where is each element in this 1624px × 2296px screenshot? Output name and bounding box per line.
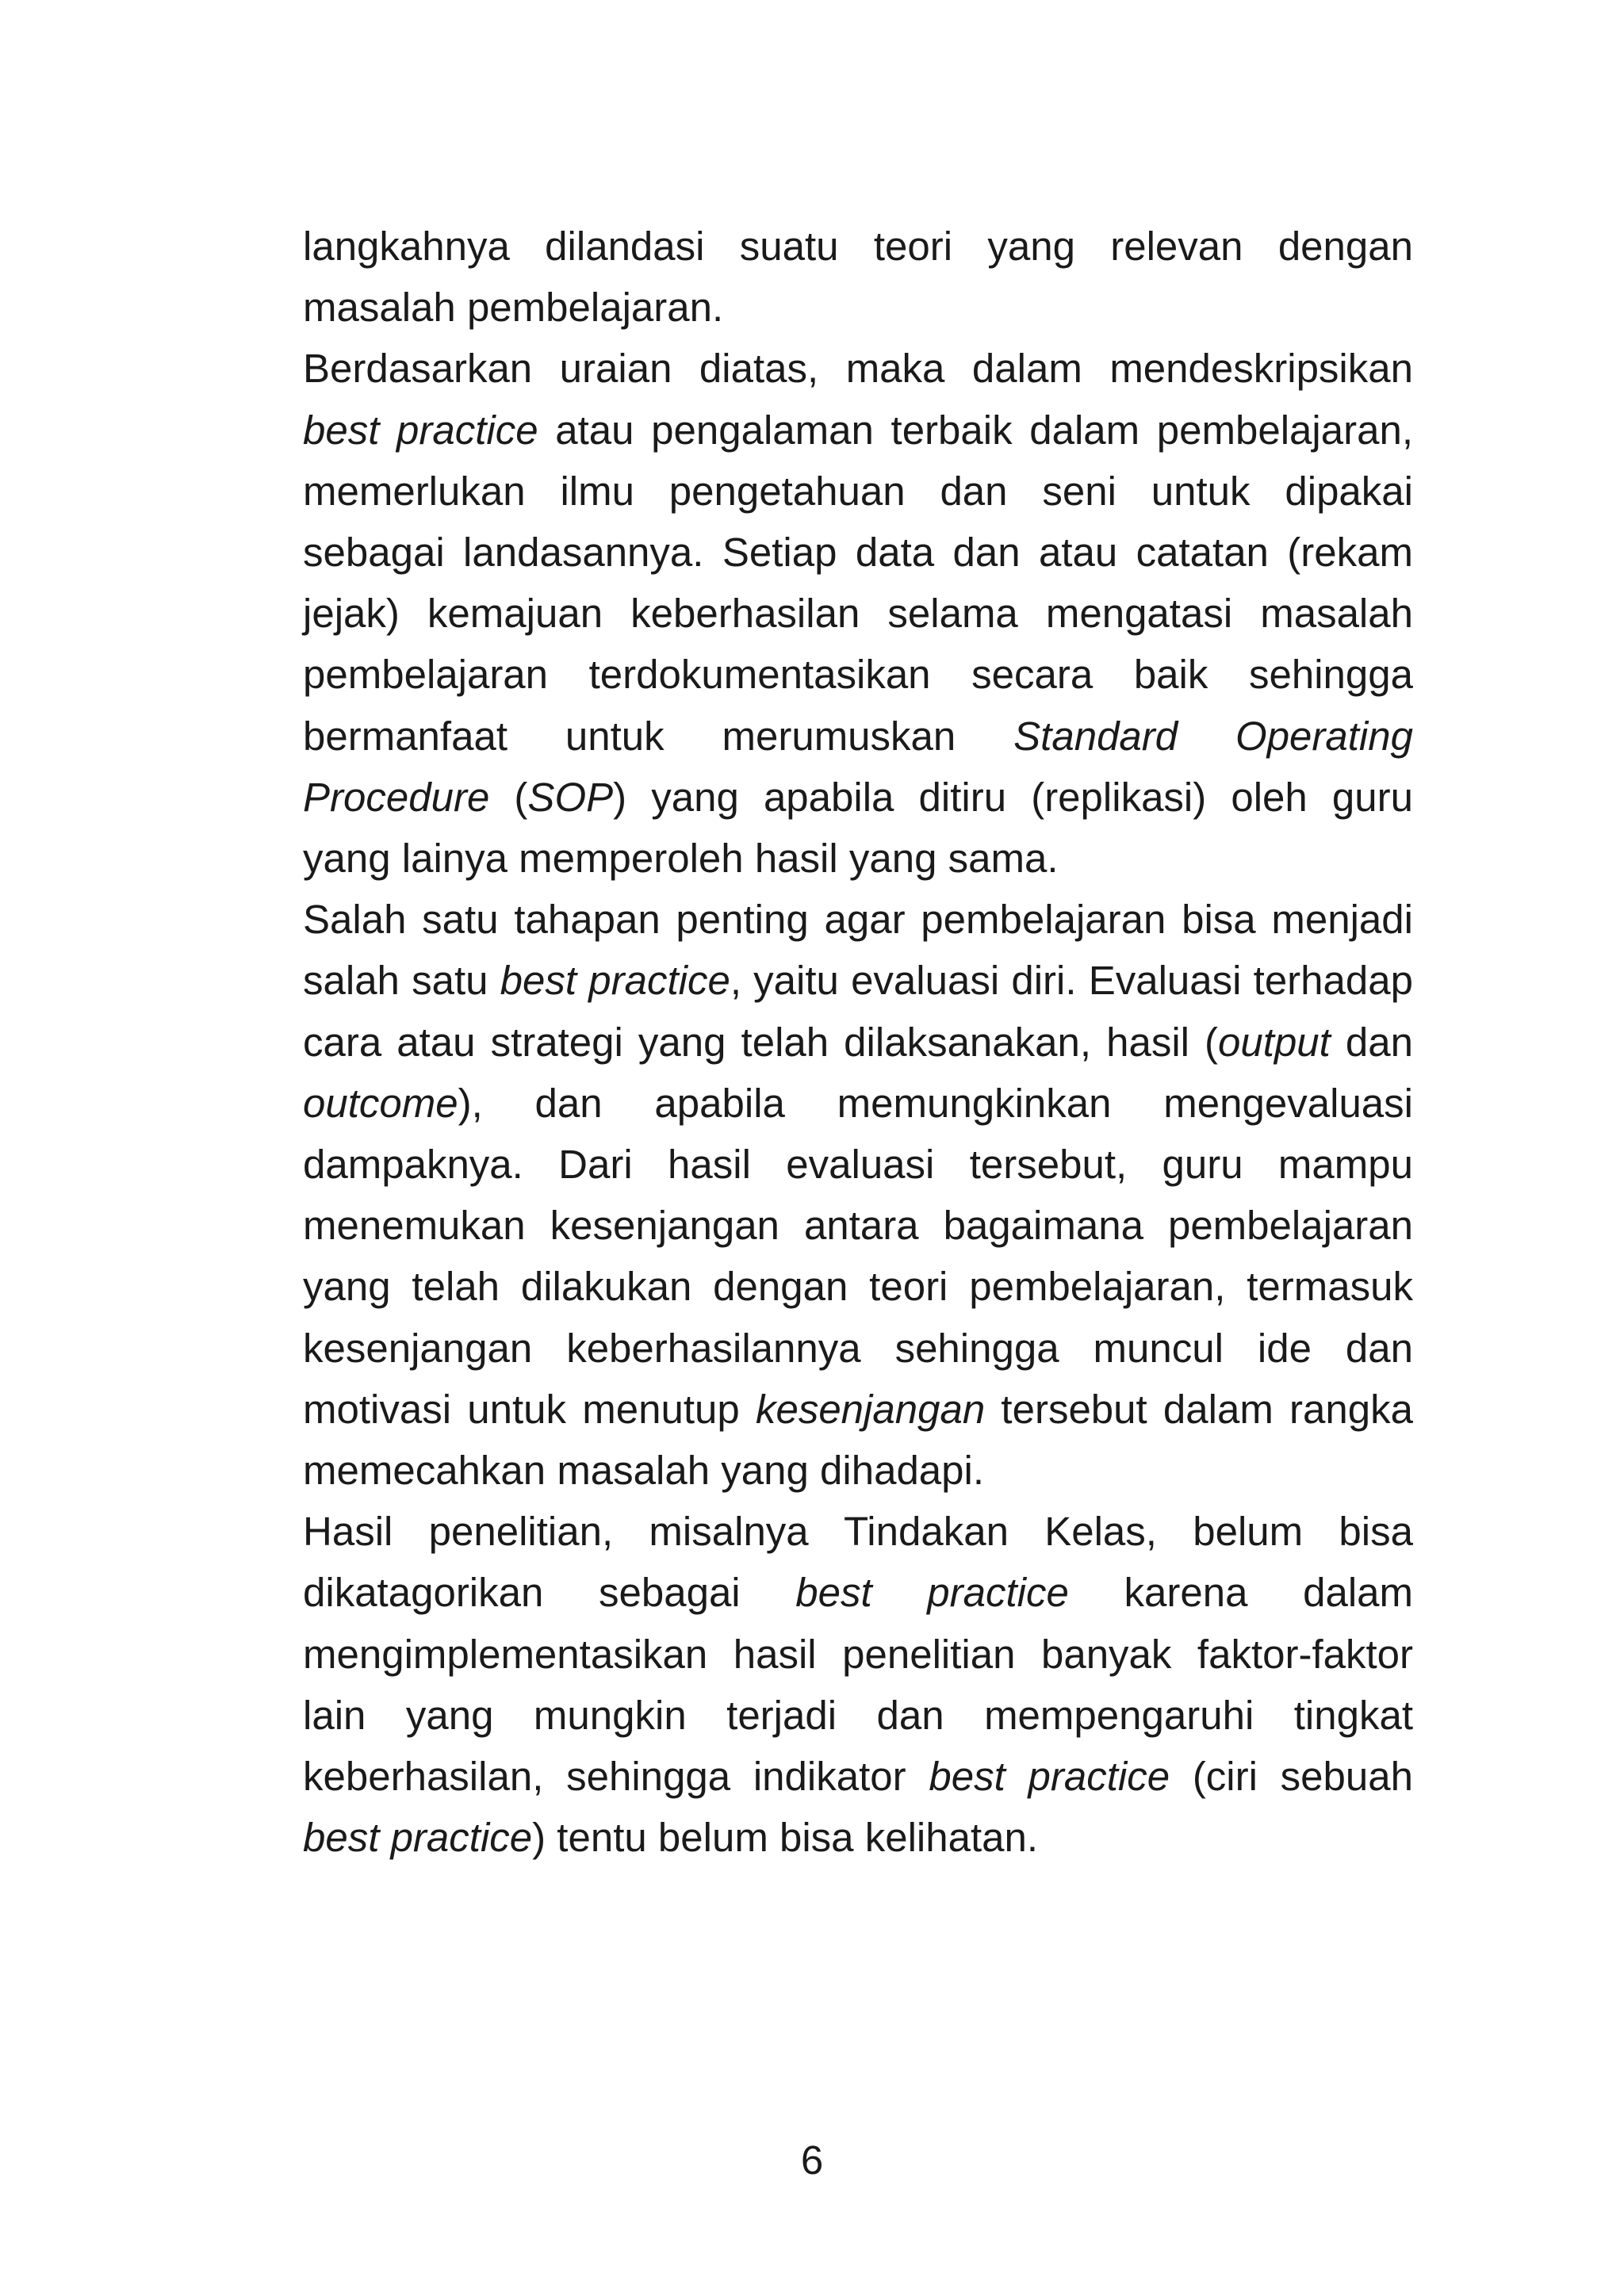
text-segment: ( — [489, 774, 528, 820]
italic-text-segment: Standard Operating Procedure — [303, 713, 1413, 820]
italic-text-segment: kesenjangan — [755, 1386, 986, 1432]
italic-text-segment: best practice — [929, 1754, 1170, 1800]
paragraph-1 — [303, 216, 1413, 338]
paragraph-3 — [303, 889, 1413, 1501]
text-segment: karena dalam mengimplementasikan hasil penelitian banyak faktor-faktor lain yang mungkin terjadi dan mempengaruhi tingkat keberhasilan, sehingga indikator — [303, 1570, 1413, 1800]
document-body — [303, 216, 1413, 1868]
italic-text-segment: outcome — [303, 1080, 458, 1126]
text-segment: atau pengalaman terbaik dalam pembelajaran, memerlukan ilmu pengetahuan dan seni untuk dipakai sebagai landasannya. Setiap data dan atau catatan (rekam jejak) kemajuan keberhasilan selama mengatasi masalah pembelajaran terdokumentasikan secara baik sehingga bermanfaat untuk merumuskan — [303, 407, 1413, 759]
italic-text-segment: output — [1218, 1019, 1331, 1065]
paragraph-2 — [303, 338, 1413, 889]
italic-text-segment: best practice — [500, 958, 730, 1004]
text-segment: Salah satu tahapan penting agar pembelajaran bisa menjadi salah satu — [303, 897, 1413, 1004]
italic-text-segment: best practice — [303, 407, 538, 453]
page-number: 6 — [800, 2137, 824, 2183]
text-segment: dan — [1330, 1019, 1413, 1065]
text-segment: Berdasarkan uraian diatas, maka dalam mendeskripsikan — [303, 346, 1413, 392]
text-segment: (ciri sebuah — [1170, 1754, 1413, 1800]
italic-text-segment: SOP — [527, 774, 614, 820]
paragraph-4 — [303, 1501, 1413, 1868]
text-segment: tersebut dalam rangka memecahkan masalah yang dihadapi. — [303, 1386, 1413, 1494]
italic-text-segment: best practice — [795, 1570, 1069, 1616]
text-segment: , yaitu evaluasi diri. Evaluasi terhadap cara atau strategi yang telah dilaksanakan, hasil ( — [303, 958, 1413, 1065]
text-segment: langkahnya dilandasi suatu teori yang relevan dengan masalah pembelajaran. — [303, 224, 1413, 331]
italic-text-segment: best practice — [303, 1815, 533, 1861]
text-segment: ) yang apabila ditiru (replikasi) oleh guru yang lainya memperoleh hasil yang sama. — [303, 774, 1413, 882]
text-segment: ) tentu belum bisa kelihatan. — [532, 1815, 1039, 1861]
text-segment: ), dan apabila memungkinkan mengevaluasi dampaknya. Dari hasil evaluasi tersebut, guru mampu menemukan kesenjangan antara bagaimana pembelajaran yang telah dilakukan dengan teori pembelajaran, termasuk kesenjangan keberhasilannya sehingga muncul ide dan motivasi untuk menutup — [303, 1080, 1413, 1432]
text-segment: Hasil penelitian, misalnya Tindakan Kelas, belum bisa dikatagorikan sebagai — [303, 1509, 1413, 1616]
